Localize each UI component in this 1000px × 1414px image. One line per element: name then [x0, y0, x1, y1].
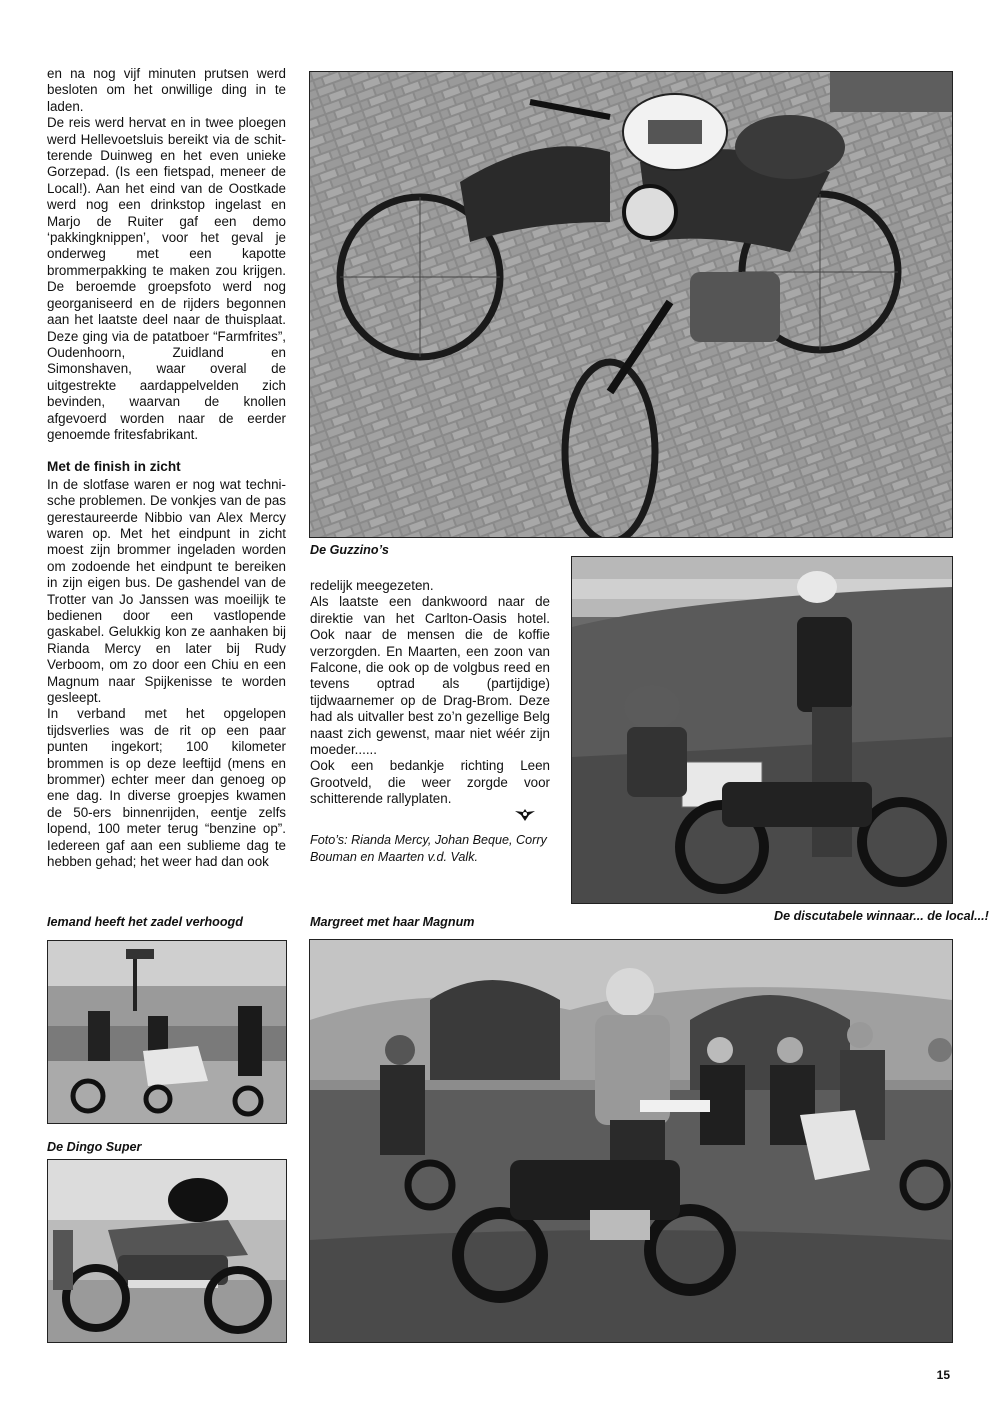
photo-zadel-verhoogd: [47, 940, 287, 1124]
left-text-column: [47, 66, 286, 871]
paragraph: Als laatste een dankwoord naar de direktie van het Carlton-Oasis hotel. Ook naar de mensen die de koffie verzorgden. En Maarten, een zoon van Falcone, die ook op de volgbus reed en tevens optrad als (partijdige) tijdwaarnemer op de Drag-Brom. Deze had als uitvaller best zo’n gezellige Belg naast zich gewenst, maar niet wéér zijn moeder......: [310, 594, 550, 758]
photo-guzzinos: [309, 71, 953, 538]
paragraph: In verband met het opgelopen tijdsverlies was de rit op een paar punten ingekort; 100 kilometer brommen is op deze leeftijd (mens en brommer) echter meer dan genoeg op ene dag. In diverse groepjes kwamen de 50-ers binnenrijden, eentje zelfs lopend, 100 meter terug “benzine op”. Iedereen gaf aan een sublieme dag te hebben gehad; het weer had dan ook: [47, 706, 286, 870]
paragraph: De reis werd hervat en in twee ploegen werd Hellevoetsluis bereikt via de schitterende Duinweg en het even unieke Gorzepad. (Is een fietspad, meneer de Local!). Aan het eind van de Oostkade werd nog een drinkstop ingelast en Marjo de Ruiter gaf een demo ‘pakkingknippen’, voor het geval je onderweg met een kapotte brommerpakking te maken zou krijgen. De beroemde groepsfoto werd nog georganiseerd en de rijders begonnen aan het laatste deel naar de thuisplaat. Deze ging via de patatboer “Farmfrites”, Oudenhoorn, Zuidland en Simonshaven, waar overal de uitgestrekte aardappelvelden zich bevinden, waarvan de knollen afgevoerd worden naar de eerder genoemde fritesfabrikant.: [47, 115, 286, 442]
middle-text-column: [310, 578, 550, 865]
caption-zadel: Iemand heeft het zadel verhoogd: [47, 915, 243, 929]
caption-winnaar: De discutabele winnaar... de local...!: [774, 909, 989, 923]
paragraph: en na nog vijf minuten prutsen werd besloten om het onwillige ding in te laden.: [47, 66, 286, 114]
photo-credits: Foto’s: Rianda Mercy, Johan Beque, Corry Bouman en Maarten v.d. Valk.: [310, 833, 547, 864]
photo-winnaar: [571, 556, 953, 904]
section-heading: Met de finish in zicht: [47, 459, 181, 475]
paragraph: In de slotfase waren er nog wat technische problemen. De vonkjes van de pas gerestaureerde Nibbio van Alex Mercy waren op. Met het eindpunt in zicht moest zijn brommer ingeladen worden om zodoende het eindpunt te bereiken in zijn eigen bus. De gashendel van de Trotter van Jo Janssen was moeilijk te bedienen door een vastlopende gaskabel. Gelukkig kon ze aanhaken bij Rianda Mercy en later bij Rudy Verboom, om zo door een Chiu en een Magnum naar Spijkenisse te worden gesleept.: [47, 476, 286, 706]
photo-dingo-super: [47, 1159, 287, 1343]
paragraph: Ook een bedankje richting Leen Grootveld, die weer zorgde voor schitterende rallyplaten.: [310, 758, 550, 807]
page-number: 15: [936, 1368, 950, 1382]
paragraph: redelijk meegezeten.: [310, 578, 434, 593]
caption-magnum: Margreet met haar Magnum: [310, 915, 475, 929]
photo-magnum: [309, 939, 953, 1343]
caption-guzzinos: De Guzzino’s: [310, 543, 389, 557]
caption-dingo: De Dingo Super: [47, 1140, 142, 1154]
club-emblem-icon: [310, 808, 550, 826]
